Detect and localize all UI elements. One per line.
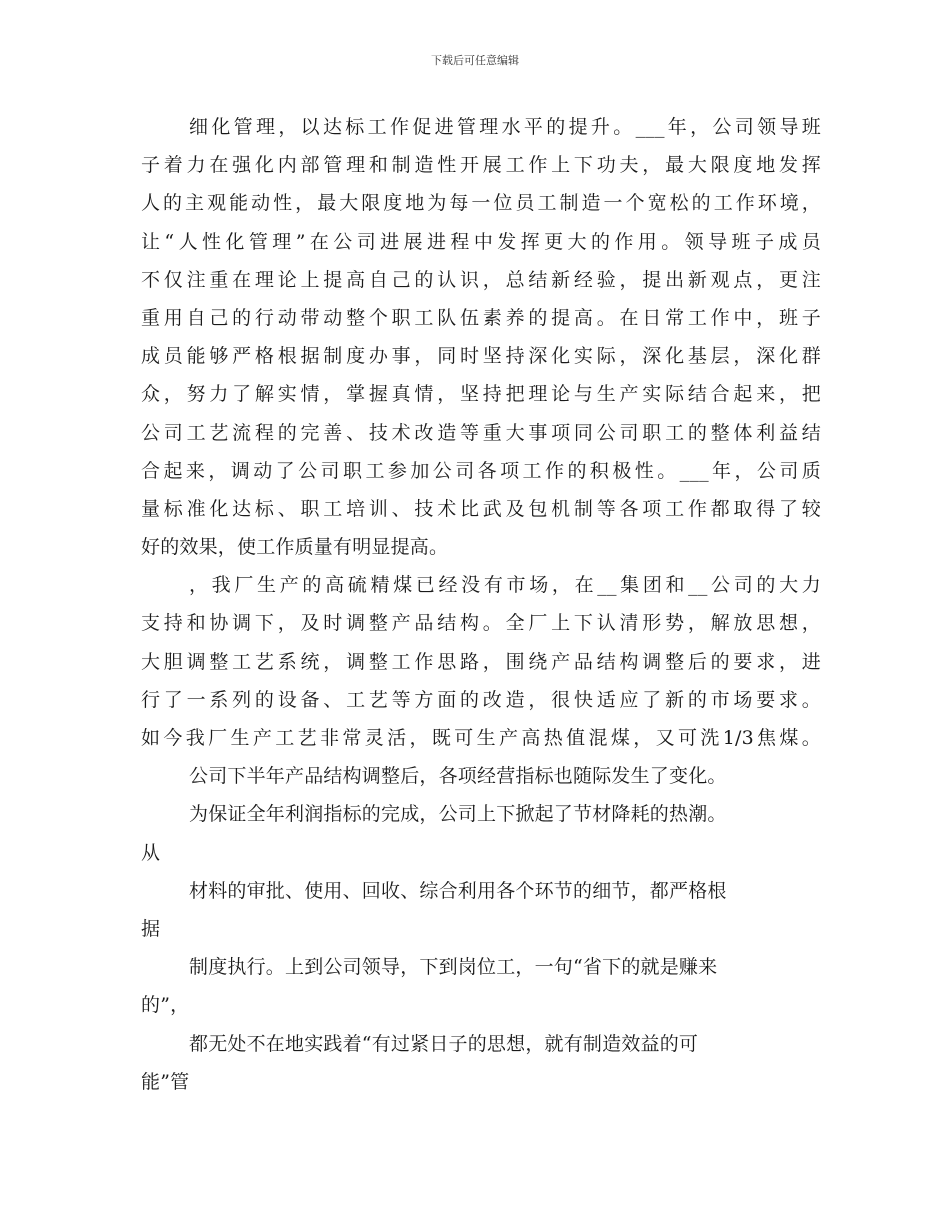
text-line: 材料的审批、使用、回收、综合利用各个环节的细节，都严格根 xyxy=(189,879,727,902)
text-line: 细化管理，以达标工作促进管理水平的提升。___年，公司领导班 xyxy=(189,116,821,138)
text-line: 能”管 xyxy=(141,1070,190,1093)
text-line: 行了一系列的设备、工艺等方面的改造，很快适应了新的市场要求。 xyxy=(141,688,821,711)
text-line: 量标准化达标、职工培训、技术比武及包机制等各项工作都取得了较 xyxy=(141,497,821,520)
text-line: 让“人性化管理”在公司进展进程中发挥更大的作用。领导班子成员 xyxy=(141,230,821,253)
text-line: 制度执行。上到公司领导，下到岗位工，一句“省下的就是赚来 xyxy=(189,956,718,979)
text-line: ，我厂生产的高硫精煤已经没有市场，在__集团和__公司的大力 xyxy=(189,574,821,597)
text-line: 支持和协调下，及时调整产品结构。全厂上下认清形势，解放思想， xyxy=(141,612,821,635)
text-line: 如今我厂生产工艺非常灵活，既可生产高热值混煤，又可洗1/3焦煤。 xyxy=(141,727,821,749)
text-line: 为保证全年利润指标的完成，公司上下掀起了节材降耗的热潮。 xyxy=(189,803,727,826)
text-line: 大胆调整工艺系统，调整工作思路，围绕产品结构调整后的要求，进 xyxy=(141,650,821,673)
text-line: 公司下半年产品结构调整后，各项经营指标也随际发生了变化。 xyxy=(189,765,727,788)
text-line: 都无处不在地实践着“有过紧日子的思想，就有制造效益的可 xyxy=(189,1032,699,1055)
text-line: 合起来，调动了公司职工参加公司各项工作的积极性。___年，公司质 xyxy=(141,459,821,482)
text-line: 子着力在强化内部管理和制造性开展工作上下功夫，最大限度地发挥 xyxy=(141,154,821,177)
text-line: 重用自己的行动带动整个职工队伍素养的提高。在日常工作中，班子 xyxy=(141,306,821,329)
text-line: 不仅注重在理论上提高自己的认识，总结新经验，提出新观点，更注 xyxy=(141,268,821,291)
text-line: 众，努力了解实情，掌握真情，坚持把理论与生产实际结合起来，把 xyxy=(141,383,821,406)
page-header-note: 下载后可任意编辑 xyxy=(431,54,519,67)
text-line: 好的效果，使工作质量有明显提高。 xyxy=(141,536,449,559)
text-line: 的”， xyxy=(141,994,190,1017)
text-line: 公司工艺流程的完善、技术改造等重大事项同公司职工的整体利益结 xyxy=(141,421,821,444)
document-body xyxy=(141,108,821,1101)
text-line: 人的主观能动性，最大限度地为每一位员工制造一个宽松的工作环境， xyxy=(141,192,821,215)
text-line: 成员能够严格根据制度办事，同时坚持深化实际，深化基层，深化群 xyxy=(141,345,821,368)
text-line: 据 xyxy=(141,917,161,940)
text-line: 从 xyxy=(141,841,161,864)
